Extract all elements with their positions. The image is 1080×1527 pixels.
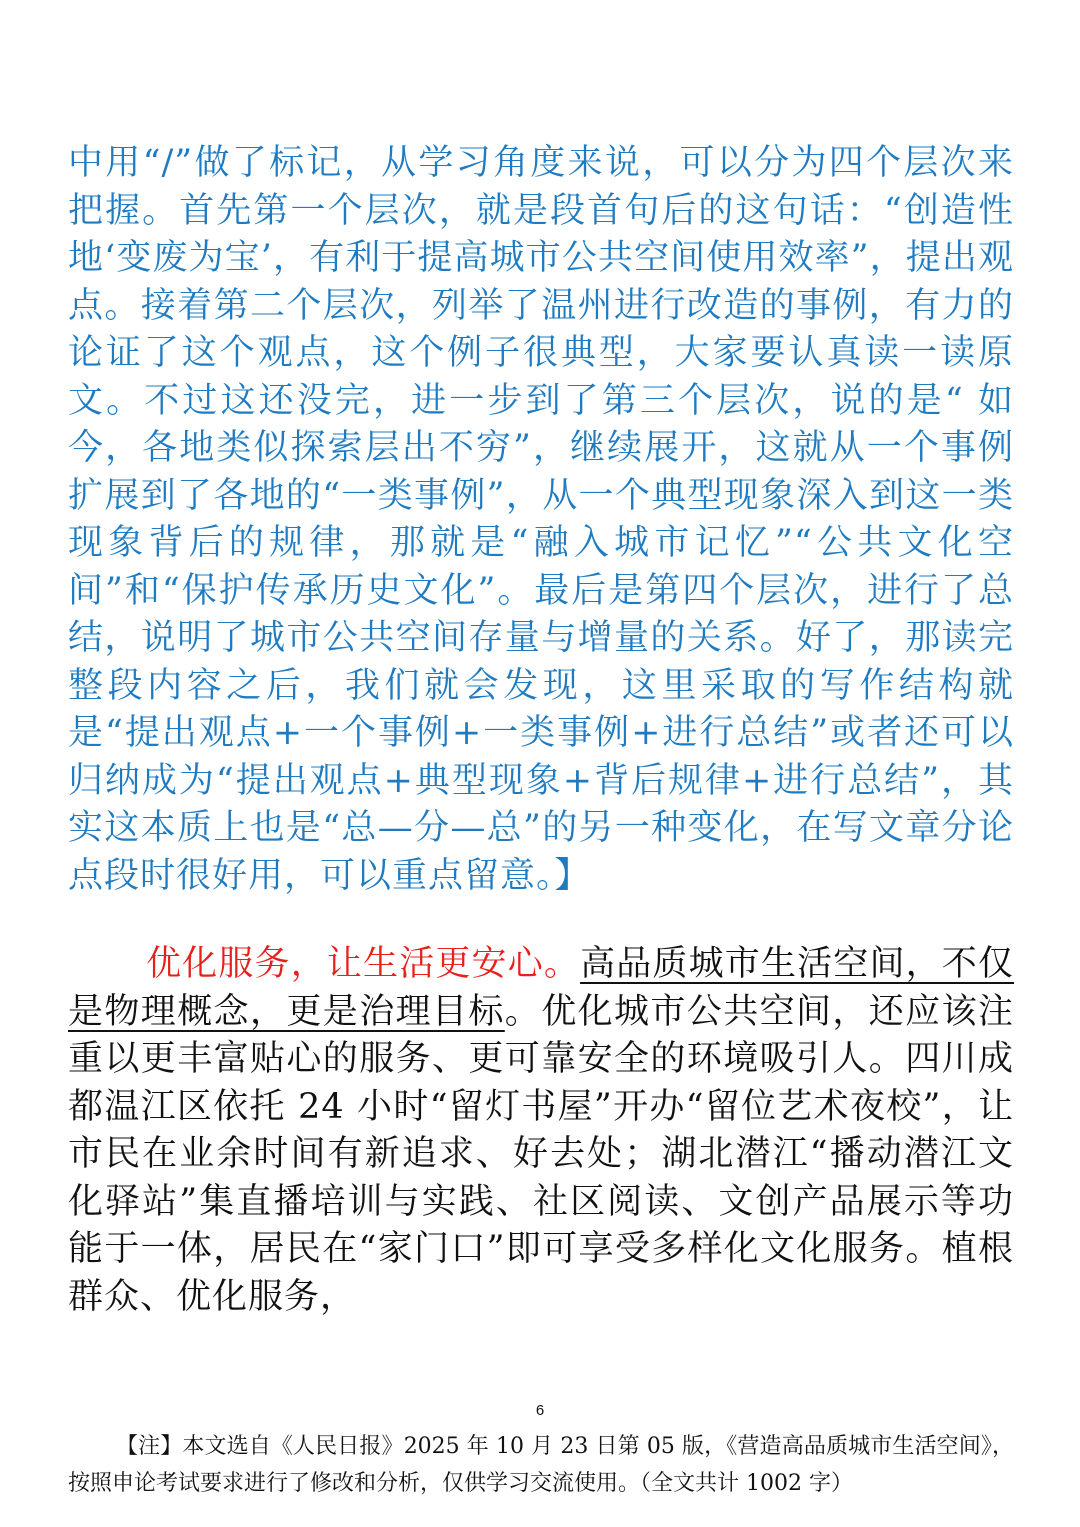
article-paragraph — [68, 941, 1014, 1321]
paragraph-heading: 优化服务，让生活更安心。 — [146, 944, 581, 984]
paragraph-body: 。优化城市公共空间，还应该注重以更丰富贴心的服务、更可靠安全的环境吸引人。四川成都温江区依托 24 小时“留灯书屋”开办“留位艺术夜校”，让市民在业余时间有新追求、好去处；湖北潜江“播动潜江文化驿站”集直播培训与实践、社区阅读、文创产品展示等功能于一体，居民在“家门口”即可享受多样化文化服务。植根群众、优化服务， — [68, 991, 1014, 1317]
page-number: 6 — [535, 1402, 545, 1419]
analysis-commentary: 中用“/”做了标记，从学习角度来说，可以分为四个层次来把握。首先第一个层次，就是段首句后的这句话：“创造性地‘变废为宝’，有利于提高城市公共空间使用效率”，提出观点。接着第二个层次，列举了温州进行改造的事例，有力的论证了这个观点，这个例子很典型，大家要认真读一读原文。不过这还没完，进一步到了第三个层次，说的是“ 如今，各地类似探索层出不穷”，继续展开，这就从一个事例扩展到了各地的“一类事例”，从一个典型现象深入到这一类现象背后的规律，那就是“融入城市记忆”“公共文化空间”和“保护传承历史文化”。最后是第四个层次，进行了总结，说明了城市公共空间存量与增量的关系。好了，那读完整段内容之后，我们就会发现，这里采取的写作结构就是“提出观点+一个事例+一类事例+进行总结”或者还可以归纳成为“提出观点+典型现象+背后规律+进行总结”，其实这本质上也是“总—分—总”的另一种变化，在写文章分论点段时很好用，可以重点留意。】 — [68, 143, 1014, 896]
source-note: 【注】本文选自《人民日报》2025 年 10 月 23 日第 05 版，《营造高品质城市生活空间》，按照申论考试要求进行了修改和分析，仅供学习交流使用。（全文共计 1002 字） — [68, 1434, 1014, 1496]
topic-sentence: 高品质城市生活空间，不仅是物理概念，更是治理目标 — [68, 944, 1014, 1032]
